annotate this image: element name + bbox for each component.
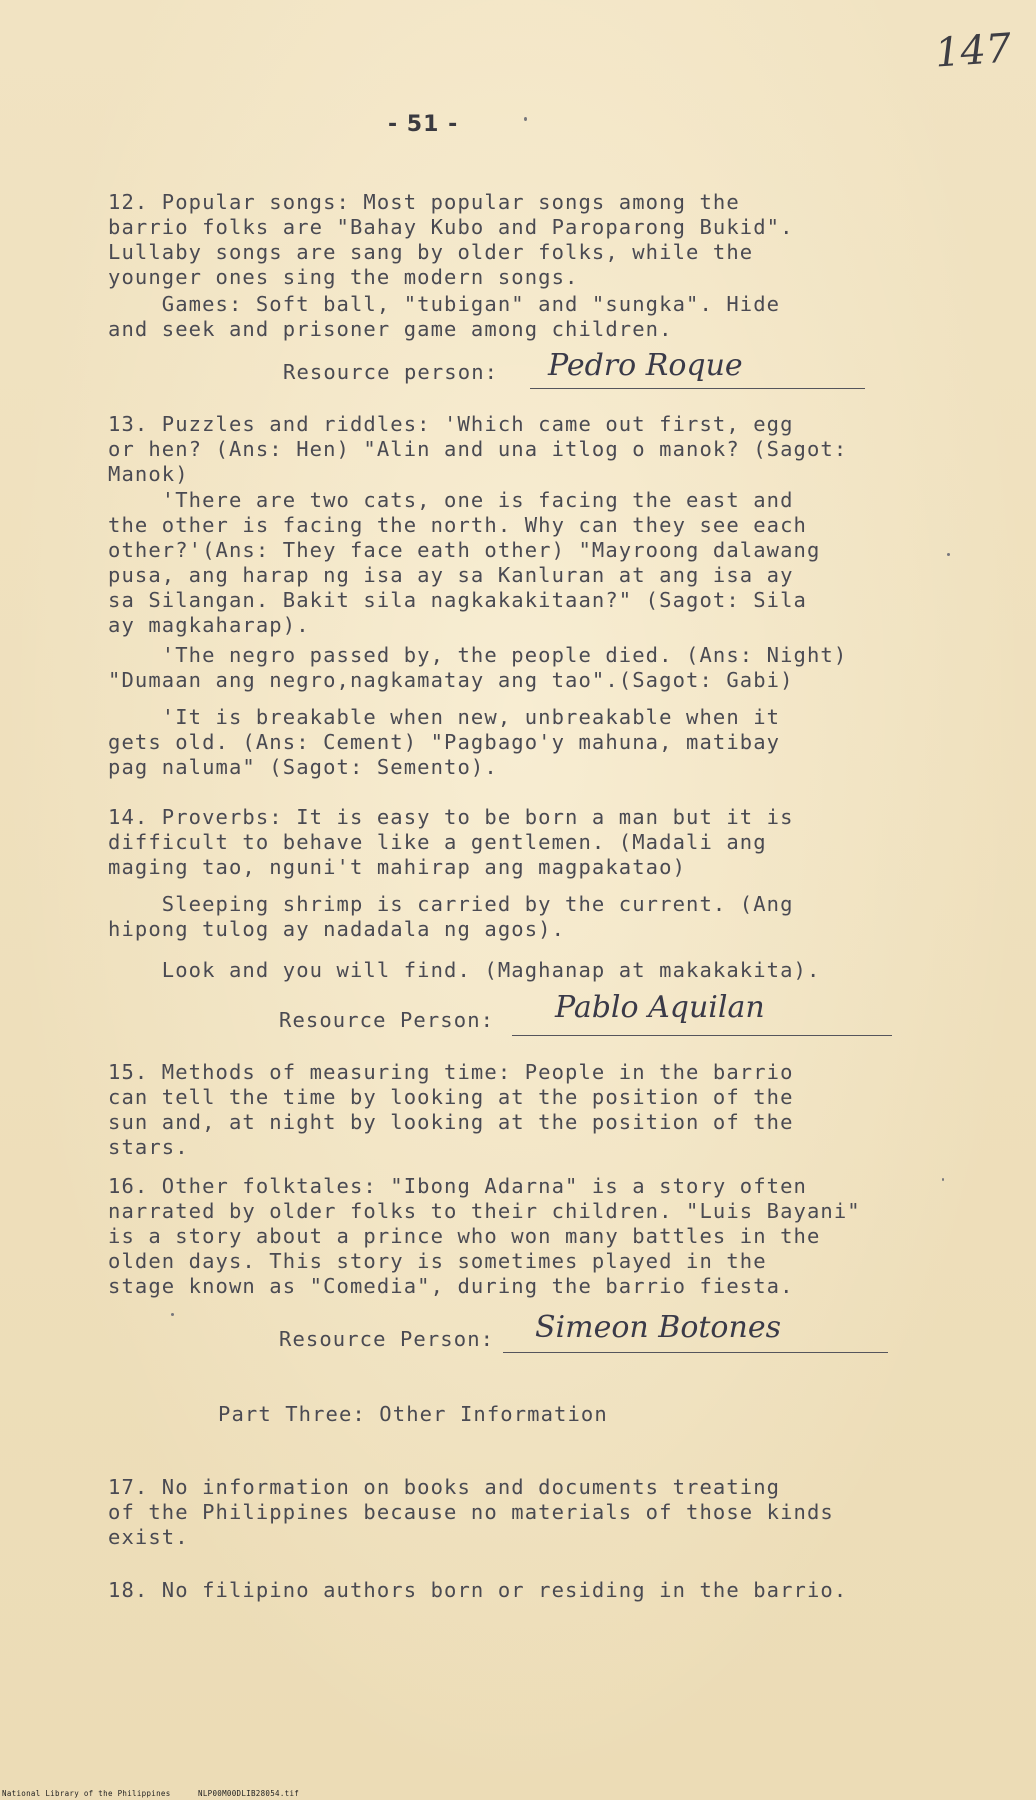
footer-library: National Library of the Philippines <box>2 1789 171 1798</box>
resource-person-label: Resource Person: <box>279 1008 495 1032</box>
text-line: hipong tulog ay nadadala ng agos). <box>108 917 566 941</box>
paper-speck <box>942 1178 944 1181</box>
text-line: olden days. This story is sometimes played in the <box>108 1249 767 1273</box>
text-line: pag naluma" (Sagot: Semento). <box>108 755 498 779</box>
resource-person-label: Resource Person: <box>279 1327 495 1351</box>
page-number: - 51 - <box>388 112 459 137</box>
text-line: 'The negro passed by, the people died. (Ans: Night) <box>108 643 848 667</box>
paper-speck <box>947 553 950 556</box>
text-line: Games: Soft ball, "tubigan" and "sungka". Hide <box>108 292 781 316</box>
text-line: 15. Methods of measuring time: People in the barrio <box>108 1060 794 1084</box>
text-line: is a story about a prince who won many battles in the <box>108 1224 821 1248</box>
text-line: Look and you will find. (Maghanap at makakakita). <box>108 958 821 982</box>
text-line: narrated by older folks to their children. "Luis Bayani" <box>108 1199 861 1223</box>
text-line: 14. Proverbs: It is easy to be born a man but it is <box>108 805 794 829</box>
text-line: Sleeping shrimp is carried by the current. (Ang <box>108 892 794 916</box>
text-line: other?'(Ans: They face eath other) "Mayroong dalawang <box>108 538 821 562</box>
section-heading: Part Three: Other Information <box>218 1402 608 1426</box>
signature-line <box>530 388 865 389</box>
text-line: pusa, ang harap ng isa ay sa Kanluran at ang isa ay <box>108 563 794 587</box>
text-line: 'It is breakable when new, unbreakable when it <box>108 705 781 729</box>
text-line: of the Philippines because no materials of those kinds <box>108 1500 834 1524</box>
text-line: sun and, at night by looking at the position of the <box>108 1110 794 1134</box>
text-line: maging tao, nguni't mahirap ang magpakatao) <box>108 855 687 879</box>
signature-pedro-roque: Pedro Roque <box>548 348 743 383</box>
text-line: ay magkaharap). <box>108 613 310 637</box>
signature-pablo-aquilan: Pablo Aquilan <box>555 990 765 1025</box>
text-line: sa Silangan. Bakit sila nagkakakitaan?" (Sagot: Sila <box>108 588 807 612</box>
text-line: 16. Other folktales: "Ibong Adarna" is a story often <box>108 1174 807 1198</box>
text-line: stage known as "Comedia", during the barrio fiesta. <box>108 1274 794 1298</box>
handwritten-page-mark: 147 <box>933 25 1013 77</box>
resource-person-label: Resource person: <box>283 360 499 384</box>
text-line: and seek and prisoner game among children. <box>108 317 673 341</box>
text-line: or hen? (Ans: Hen) "Alin and una itlog o manok? (Sagot: <box>108 437 848 461</box>
text-line: 12. Popular songs: Most popular songs among the <box>108 190 740 214</box>
text-line: younger ones sing the modern songs. <box>108 265 579 289</box>
text-line: Lullaby songs are sang by older folks, while the <box>108 240 754 264</box>
paper-speck <box>524 117 527 121</box>
footer-filename: NLP00M00DLIB28054.tif <box>198 1789 300 1798</box>
signature-simeon-botones: Simeon Botones <box>535 1310 781 1345</box>
text-line: stars. <box>108 1135 189 1159</box>
text-line: Manok) <box>108 462 189 486</box>
signature-line <box>503 1352 888 1353</box>
text-line: gets old. (Ans: Cement) "Pagbago'y mahuna, matibay <box>108 730 781 754</box>
paper-speck <box>171 1313 174 1316</box>
text-line: difficult to behave like a gentlemen. (Madali ang <box>108 830 767 854</box>
text-line: exist. <box>108 1525 189 1549</box>
text-line: can tell the time by looking at the position of the <box>108 1085 794 1109</box>
text-line: 18. No filipino authors born or residing in the barrio. <box>108 1578 848 1602</box>
signature-line <box>512 1035 892 1036</box>
text-line: 17. No information on books and documents treating <box>108 1475 781 1499</box>
text-line: barrio folks are "Bahay Kubo and Paroparong Bukid". <box>108 215 794 239</box>
text-line: the other is facing the north. Why can they see each <box>108 513 807 537</box>
text-line: "Dumaan ang negro,nagkamatay ang tao".(Sagot: Gabi) <box>108 668 794 692</box>
text-line: 'There are two cats, one is facing the east and <box>108 488 794 512</box>
text-line: 13. Puzzles and riddles: 'Which came out first, egg <box>108 412 794 436</box>
